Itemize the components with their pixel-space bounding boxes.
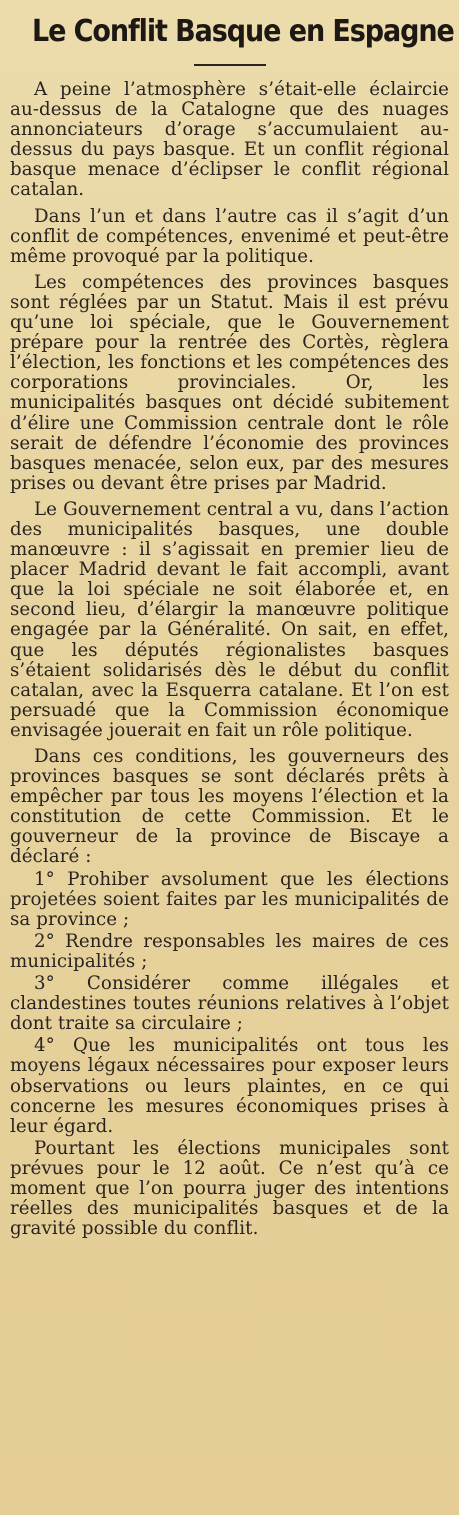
headline-divider <box>194 64 266 66</box>
list-item-1: 1° Prohiber avsolument que les élections projetées soient faites par les municipalités de sa province ; <box>10 868 449 930</box>
paragraph-governors: Dans ces conditions, les gouverneurs des provinces basques se sont déclarés prêts à empêcher par tous les moyens l’élection et la constitution de cette Commission. Et le gouverneur de la province de Biscaye a déclaré : <box>10 746 449 868</box>
paragraph-conclusion: Pourtant les élections municipales sont prévues pour le 12 août. Ce n’est qu’à ce moment que l’on pourra juger des intentions réelles des municipalités basques et de la gravité possible du conflit. <box>10 1137 449 1240</box>
paragraph-conflict-nature: Dans l’un et dans l’autre cas il s’agit d’un conflit de compétences, envenimé et peut-être même provoqué par la politique. <box>10 205 449 267</box>
paragraph-intro: A peine l’atmosphère s’était-elle éclaircie au-dessus de la Catalogne que des nuages annonciateurs d’orage s’accumulaient au-dessus du pays basque. Et un conflit régional basque menace d’éclipser le conflit régional catalan. <box>10 79 449 201</box>
list-item-2: 2° Rendre responsables les maires de ces municipalités ; <box>10 930 449 972</box>
paragraph-government-view: Le Gouvernement central a vu, dans l’action des municipalités basques, une double manœuvre : il s’agissait en premier lieu de placer Madrid devant le fait accompli, avant que la loi spéciale ne soit élaborée et, en second lieu, d’élargir la manœuvre politique engagée par la Généralité. On sait, en effet, que les députés régionalistes basques s’étaient solidarisés dès le début du conflit catalan, avec la Esquerra catalane. Et l’on est persuadé que la Commission économique envisagée jouerait en fait un rôle politique. <box>10 498 449 741</box>
paragraph-competences: Les compétences des provinces basques sont réglées par un Statut. Mais il est prévu qu’une loi spéciale, que le Gouvernement prépare pour la rentrée des Cortès, règlera l’élection, les fonctions et les compétences des corporations provinciales. Or, les municipalités basques ont décidé subitement d’élire une Commission centrale dont le rôle serait de défendre l’économie des provinces basques menacée, selon eux, par des mesures prises ou devant être prises par Madrid. <box>10 271 449 494</box>
list-item-4: 4° Que les municipalités ont tous les moyens légaux nécessaires pour exposer leurs observations ou leurs plaintes, en ce qui concerne les mesures économiques prises à leur égard. <box>10 1035 449 1137</box>
article-headline: Le Conflit Basque en Espagne <box>31 14 454 49</box>
article-body <box>10 80 449 1239</box>
list-item-3: 3° Considérer comme illégales et clandestines toutes réunions relatives à l’objet dont traite sa circulaire ; <box>10 973 449 1035</box>
